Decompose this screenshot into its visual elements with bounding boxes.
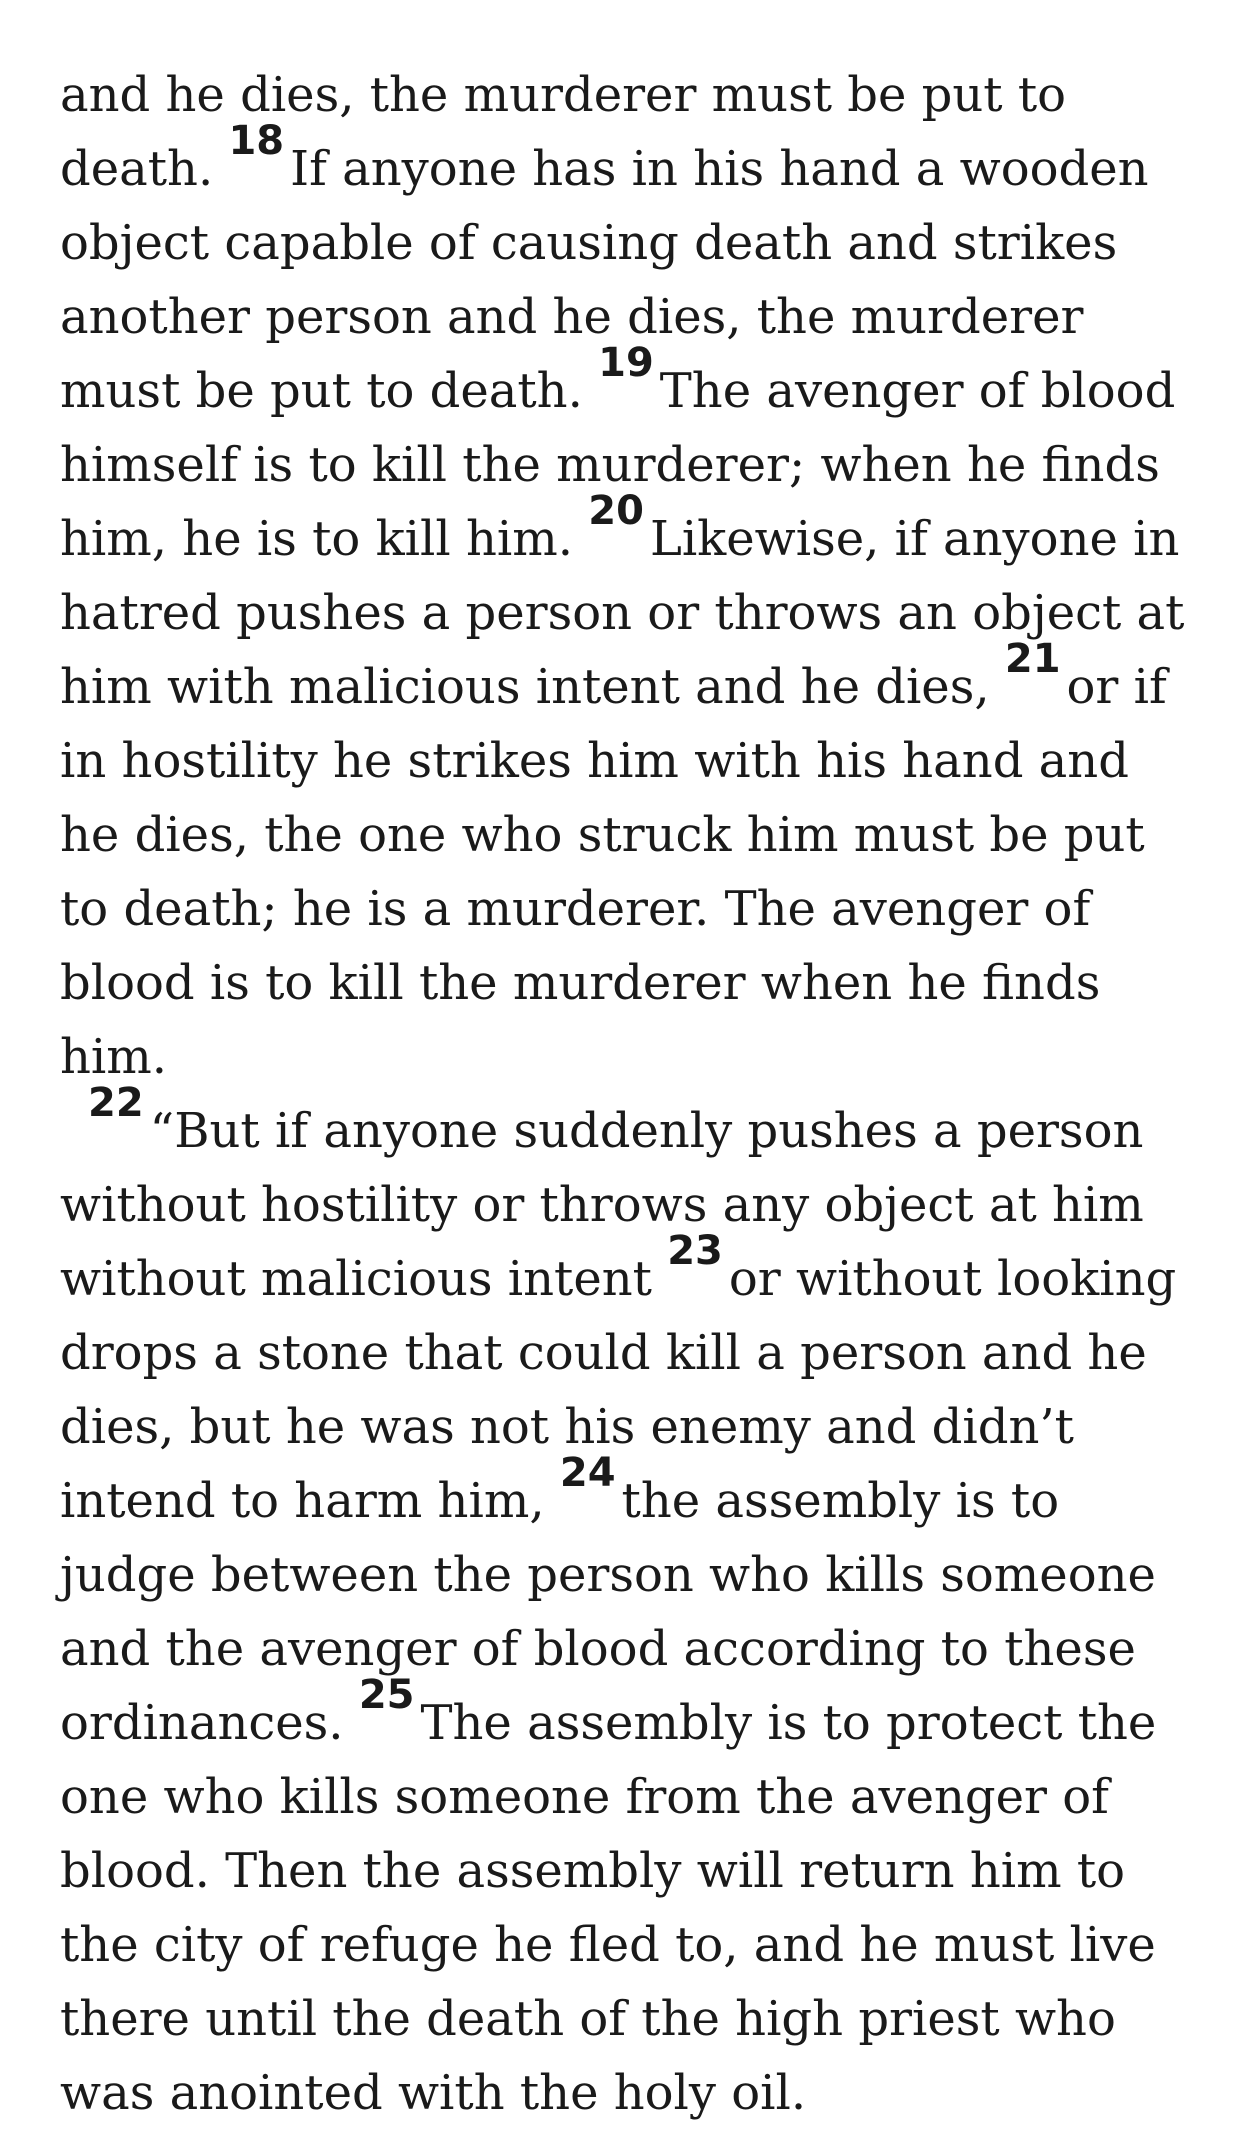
reading-pane[interactable]: [60, 58, 1200, 2130]
verse-number-22: 22: [88, 1080, 144, 1126]
paragraph-1: [60, 58, 1200, 1094]
verse-number-20: 20: [588, 488, 644, 534]
verse-number-18: 18: [228, 118, 285, 164]
paragraph-2: [60, 1080, 1200, 2130]
text-run: The assembly is to protect the one who kills someone from the avenger of blood. Then the assembly will return him to the city of refuge he fled to, and he must live there until the death of the high priest who was anointed with the holy oil.: [60, 1695, 1157, 2121]
text-run: and he dies, the murderer must be put to death.: [60, 67, 1067, 197]
text-run: The avenger of blood himself is to kill the murderer; when he finds him, he is to kill him.: [60, 363, 1176, 567]
text-run: or if in hostility he strikes him with his hand and he dies, the one who struck him must be put to death; he is a murderer. The avenger of blood is to kill the murderer when he finds him.: [60, 659, 1167, 1085]
text-run: Likewise, if anyone in hatred pushes a person or throws an object at him with malicious intent and he dies,: [60, 511, 1185, 715]
text-run: or without looking drops a stone that could kill a person and he dies, but he was not his enemy and didn’t intend to harm him,: [60, 1251, 1177, 1529]
verse-number-25: 25: [358, 1672, 415, 1718]
text-run: the assembly is to judge between the person who kills someone and the avenger of blood according to these ordinances.: [60, 1473, 1156, 1751]
verse-number-21: 21: [1004, 636, 1061, 682]
verse-number-19: 19: [598, 340, 654, 386]
text-run: If anyone has in his hand a wooden object capable of causing death and strikes another person and he dies, the murderer must be put to death.: [60, 141, 1149, 419]
text-run: “But if anyone suddenly pushes a person without hostility or throws any object at him without malicious intent: [60, 1103, 1144, 1307]
verse-number-24: 24: [559, 1450, 616, 1496]
verse-number-23: 23: [667, 1228, 723, 1274]
